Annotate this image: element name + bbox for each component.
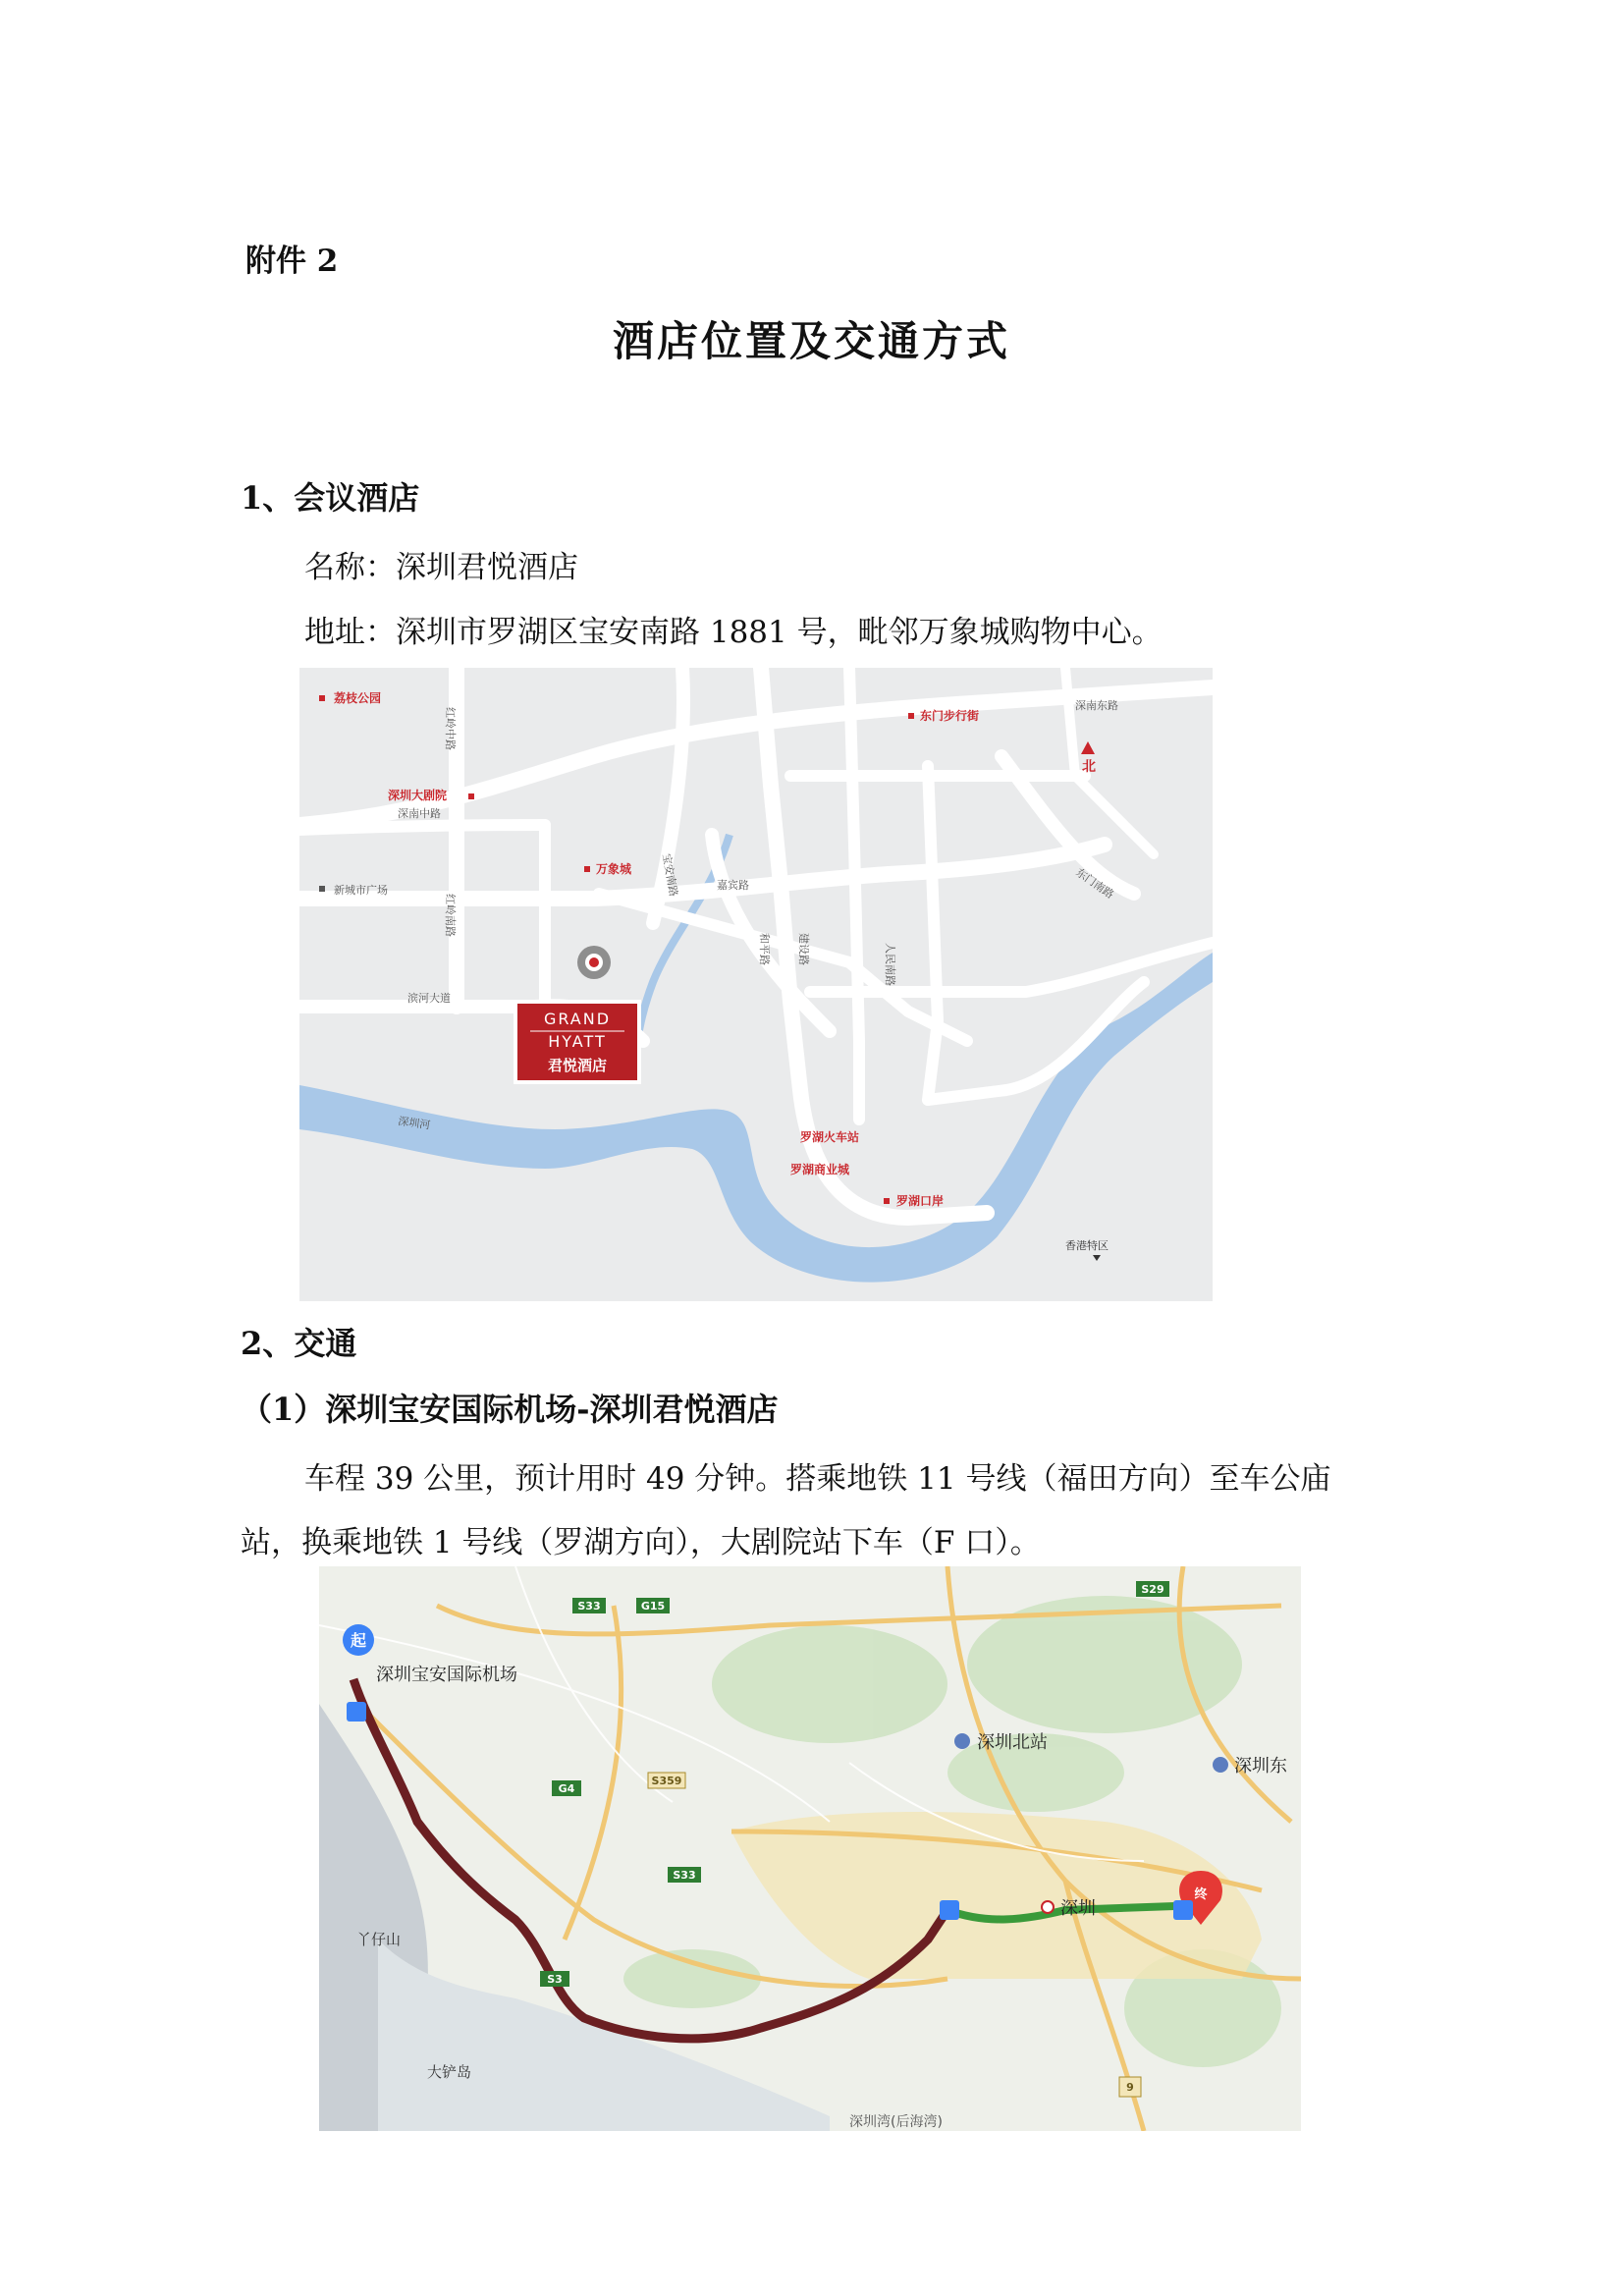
svg-text:滨河大道: 滨河大道 xyxy=(407,992,451,1005)
grand-hyatt-logo xyxy=(514,1000,641,1084)
svg-text:终: 终 xyxy=(1194,1887,1208,1902)
svg-text:东门南路: 东门南路 xyxy=(1073,865,1116,902)
svg-text:HYATT: HYATT xyxy=(548,1032,607,1051)
svg-text:红岭南路: 红岭南路 xyxy=(444,894,457,937)
route-desc-line2: 站，换乘地铁 1 号线（罗湖方向），大剧院站下车（F 口）。 xyxy=(241,1525,1041,1560)
railway-station-icon xyxy=(1213,1757,1228,1773)
svg-text:深圳河: 深圳河 xyxy=(397,1115,432,1132)
hwy-shield: S3 xyxy=(547,1973,563,1986)
poi-luohu-commercial: 罗湖商业城 xyxy=(790,1163,850,1176)
hk-label: 香港特区 xyxy=(1065,1239,1109,1252)
route-heading: （1）深圳宝安国际机场-深圳君悦酒店 xyxy=(241,1391,779,1428)
svg-text:北: 北 xyxy=(1082,759,1096,775)
place-label: 丫仔山 xyxy=(356,1931,402,1948)
hotel-location-map xyxy=(299,668,1213,1301)
svg-text:深南中路: 深南中路 xyxy=(398,807,441,820)
svg-text:宝安南路: 宝安南路 xyxy=(660,852,680,898)
hotel-address-line: 地址：深圳市罗湖区宝安南路 1881 号，毗邻万象城购物中心。 xyxy=(304,615,1163,650)
station-label: 深圳 xyxy=(1060,1898,1096,1919)
route-desc-line1: 车程 39 公里，预计用时 49 分钟。搭乘地铁 11 号线（福田方向）至车公庙 xyxy=(304,1461,1331,1497)
svg-text:和平路: 和平路 xyxy=(758,933,771,965)
svg-text:起: 起 xyxy=(350,1631,367,1650)
airport-label: 深圳宝安国际机场 xyxy=(376,1665,517,1685)
station-label: 深圳北站 xyxy=(977,1732,1048,1753)
hwy-shield: S33 xyxy=(577,1600,601,1613)
section2-heading: 2、交通 xyxy=(241,1325,357,1362)
poi-lizhi-park: 荔枝公园 xyxy=(334,691,382,705)
station-label: 深圳东 xyxy=(1234,1756,1287,1777)
poi-grand-theater: 深圳大剧院 xyxy=(388,789,448,802)
svg-text:新城市广场: 新城市广场 xyxy=(334,884,388,897)
svg-text:嘉宾路: 嘉宾路 xyxy=(717,879,749,892)
railway-station-icon xyxy=(954,1733,970,1749)
svg-text:红岭中路: 红岭中路 xyxy=(444,707,457,750)
place-label: 大铲岛 xyxy=(427,2063,472,2081)
hotel-marker-icon xyxy=(577,946,611,979)
section1-heading: 1、会议酒店 xyxy=(241,479,420,517)
attachment-label: 附件 2 xyxy=(245,244,339,279)
svg-text:GRAND: GRAND xyxy=(543,1010,612,1028)
hwy-shield: G4 xyxy=(558,1782,575,1795)
svg-text:深南东路: 深南东路 xyxy=(1075,699,1118,712)
page-title: 酒店位置及交通方式 xyxy=(612,317,1010,365)
hwy-shield: S359 xyxy=(651,1775,682,1787)
hwy-shield: S33 xyxy=(673,1869,696,1882)
poi-luohu-port: 罗湖口岸 xyxy=(896,1194,945,1208)
svg-text:建设路: 建设路 xyxy=(797,933,810,965)
metro-icon xyxy=(347,1702,366,1722)
poi-mixc: 万象城 xyxy=(596,862,632,876)
metro-icon xyxy=(940,1900,959,1920)
hwy-shield: G15 xyxy=(640,1600,666,1613)
poi-luohu-station: 罗湖火车站 xyxy=(800,1130,860,1144)
place-label: 深圳湾(后海湾) xyxy=(849,2114,943,2130)
svg-text:君悦酒店: 君悦酒店 xyxy=(547,1057,608,1074)
poi-dongmen: 东门步行街 xyxy=(920,709,980,723)
hwy-shield: S29 xyxy=(1141,1583,1164,1596)
start-marker-icon xyxy=(343,1624,374,1656)
route-map xyxy=(319,1566,1301,2131)
svg-text:人民南路: 人民南路 xyxy=(884,943,896,986)
hwy-shield: 9 xyxy=(1126,2081,1134,2094)
hotel-name-line: 名称：深圳君悦酒店 xyxy=(304,550,578,585)
